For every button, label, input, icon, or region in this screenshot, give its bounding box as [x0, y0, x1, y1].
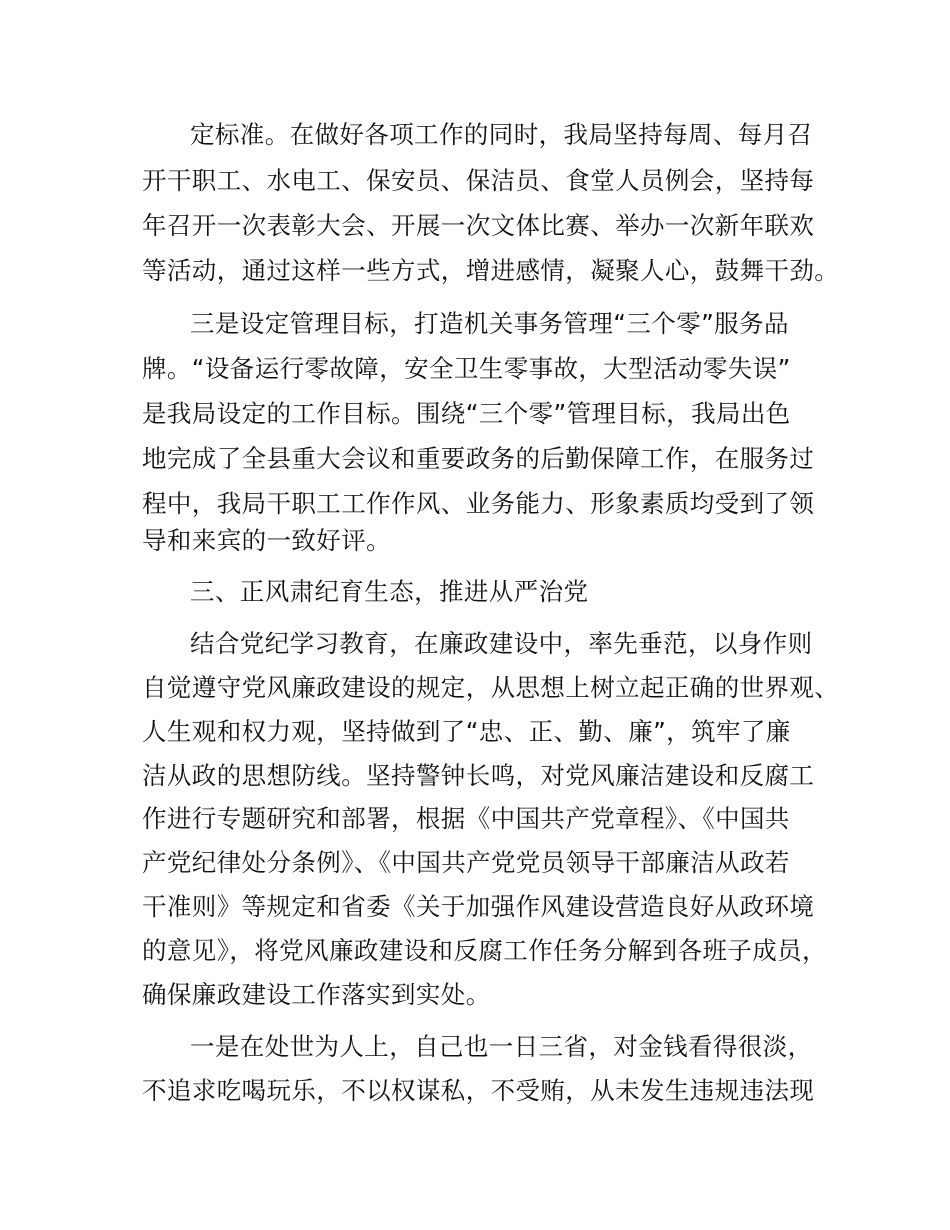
section-heading: 三、正风肃纪育生态，推进从严治党 — [190, 577, 589, 606]
paragraph-continuation-line: 年召开一次表彰大会、开展一次文体比赛、举办一次新年联欢 — [142, 211, 815, 240]
paragraph-continuation-line: 程中，我局干职工工作作风、业务能力、形象素质均受到了领 — [142, 489, 815, 518]
paragraph-continuation-line: 定标准。在做好各项工作的同时，我局坚持每周、每月召 — [190, 120, 813, 149]
paragraph-continuation-line: 是我局设定的工作目标。围绕“三个零”管理目标，我局出色 — [142, 399, 791, 428]
paragraph-continuation-line: 确保廉政建设工作落实到实处。 — [142, 980, 491, 1009]
paragraph-first-line: 一是在处世为人上，自己也一日三省，对金钱看得很淡， — [190, 1032, 813, 1061]
paragraph-continuation-line: 洁从政的思想防线。坚持警钟长鸣，对党风廉洁建设和反腐工 — [142, 761, 815, 790]
paragraph-continuation-line: 干准则》等规定和省委《关于加强作风建设营造良好从政环境 — [142, 892, 815, 921]
paragraph-continuation-line: 开干职工、水电工、保安员、保洁员、食堂人员例会，坚持每 — [142, 166, 815, 195]
paragraph-first-line: 结合党纪学习教育，在廉政建设中，率先垂范，以身作则 — [190, 629, 813, 658]
paragraph-continuation-line: 产党纪律处分条例》、《中国共产党党员领导干部廉洁从政若 — [142, 848, 790, 877]
paragraph-continuation-line: 地完成了全县重大会议和重要政务的后勤保障工作，在服务过 — [142, 444, 815, 473]
paragraph-continuation-line: 的意见》，将党风廉政建设和反腐工作任务分解到各班子成员， — [142, 936, 827, 965]
paragraph-first-line: 三是设定管理目标，打造机关事务管理“三个零”服务品 — [190, 309, 789, 338]
paragraph-continuation-line: 不追求吃喝玩乐，不以权谋私，不受贿，从未发生违规违法现 — [142, 1076, 815, 1105]
paragraph-continuation-line: 等活动，通过这样一些方式，增进感情，凝聚人心，鼓舞干劲。 — [142, 256, 840, 285]
paragraph-continuation-line: 自觉遵守党风廉政建设的规定，从思想上树立起正确的世界观、 — [142, 673, 840, 702]
paragraph-continuation-line: 导和来宾的一致好评。 — [142, 526, 391, 555]
paragraph-continuation-line: 人生观和权力观，坚持做到了“忠、正、勤、廉”，筑牢了廉 — [142, 717, 791, 746]
paragraph-continuation-line: 牌。“设备运行零故障，安全卫生零事故，大型活动零失误” — [142, 354, 791, 383]
paragraph-continuation-line: 作进行专题研究和部署，根据《中国共产党章程》、《中国共 — [142, 804, 790, 833]
